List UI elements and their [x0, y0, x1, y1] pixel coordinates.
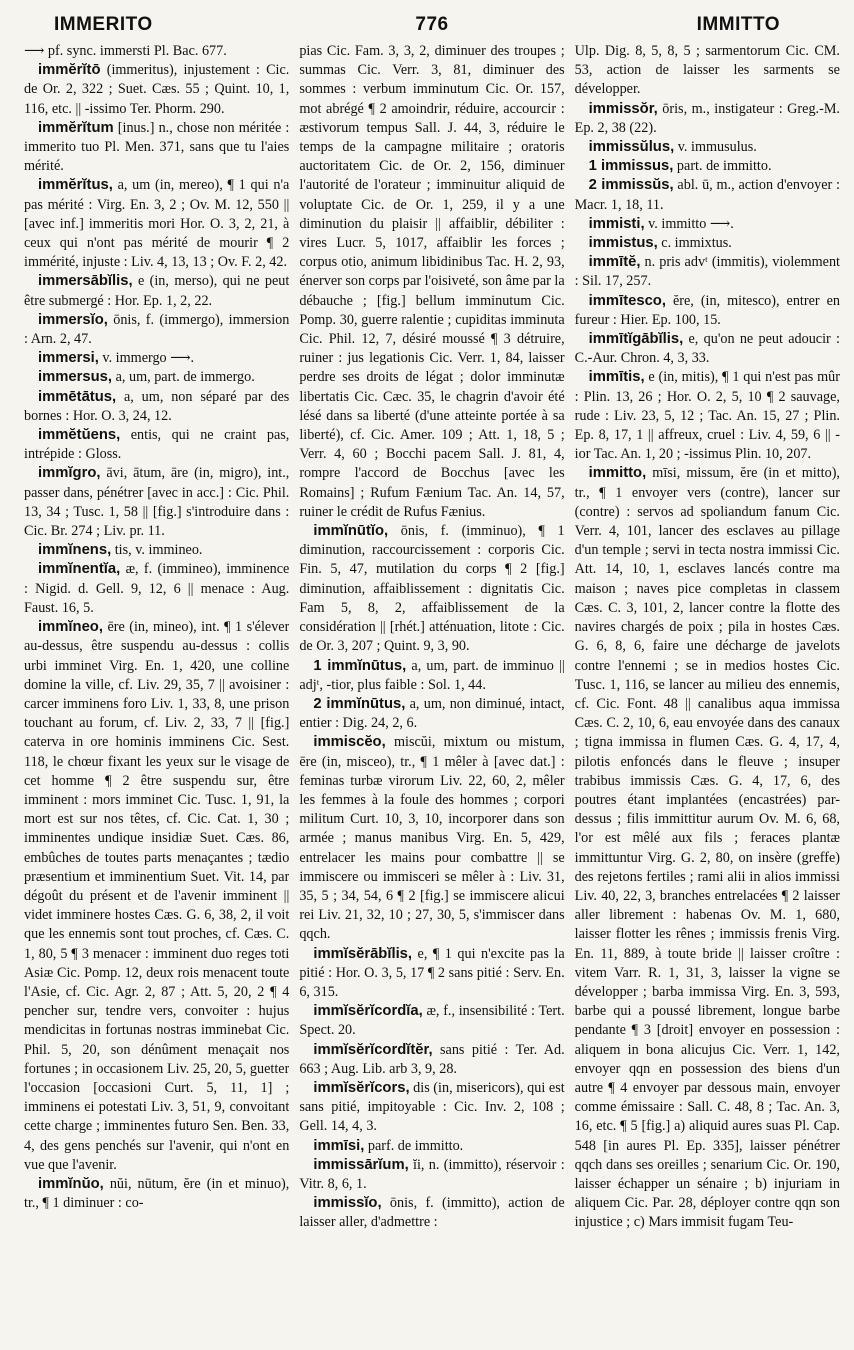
dictionary-entry — [575, 215, 840, 234]
dictionary-entry — [299, 1137, 564, 1156]
entry-definition: (immeritus), injustement : Cic. de Or. 2, 322 ; Suet. Cæs. 55 ; Quint. 10, 1, 116, etc. || -issimo Ter. Phorm. 290. — [24, 62, 290, 117]
dictionary-entry — [575, 464, 840, 1232]
entry-definition: nŭi, nūtum, ĕre (in et minuo), tr., ¶ 1 diminuer : co- — [24, 1175, 290, 1212]
entry-definition: æ, f., insensibilité : Tert. Spect. 20. — [299, 1003, 565, 1039]
entry-definition: a, um, non diminué, intact, entier : Dig. 24, 2, 6. — [299, 695, 565, 732]
entry-headword: immersus, — [38, 369, 113, 386]
entry-definition: parf. de immitto. — [367, 1137, 464, 1154]
column-1 — [24, 42, 289, 1342]
entry-headword: immītĕ, — [588, 254, 641, 271]
dictionary-entry — [24, 618, 289, 1175]
entry-definition: ōnis, f. (imminuo), ¶ 1 diminution, raccourcissement : corporis Cic. Fin. 5, 47, mutilation du corps ¶ 2 [fig.] diminution, affaiblissement : dignitatis Cic. Fam 5, 8, 2, affaiblissement de la considération || [rhét.] atténuation, litote : Cic. de Or. 3, 207 ; Quint. 9, 3, 90. — [299, 523, 565, 655]
entry-definition: a, um (in, mereo), ¶ 1 qui n'a pas mérité : Virg. En. 3, 2 ; Ov. M. 12, 550 || [avec inf.] immeritis mori Hor. O. 3, 2, 21, à ceux qui n'ont pas mérité de mourir ¶ 2 immérité, injuste : Liv. 4, 13, 13 ; Ov. F. 2, 42. — [24, 177, 290, 271]
dictionary-entry — [24, 272, 289, 310]
entry-definition: e (in, merso), qui ne peut être submergé : Hor. Ep. 1, 2, 22. — [24, 273, 290, 309]
entry-headword: immītesco, — [588, 292, 666, 309]
entry-headword: immissārĭum, — [313, 1156, 409, 1173]
entry-headword: immĕrĭtum — [38, 119, 114, 136]
entry-definition: ōris, m., instigateur : Greg.-M. Ep. 2, 38 (22). — [574, 100, 840, 136]
dictionary-entry — [575, 253, 840, 291]
entry-headword: immĭsĕrĭcordĭtĕr, — [313, 1041, 433, 1058]
dictionary-entry — [575, 42, 840, 100]
entry-definition: entis, qui ne craint pas, intrépide : Gloss. — [24, 427, 290, 463]
entry-headword: immĭnŭo, — [38, 1175, 104, 1192]
entry-definition: a, um, non séparé par des bornes : Hor. O. 3, 24, 12. — [24, 388, 290, 424]
page-header — [24, 8, 840, 42]
dictionary-entry — [299, 522, 564, 656]
entry-headword: immitto, — [588, 465, 647, 482]
dictionary-entry — [24, 176, 289, 272]
entry-definition: ōnis, f. (immergo), immersion : Arn. 2, 47. — [24, 311, 290, 348]
column-2 — [299, 42, 564, 1342]
entry-definition: tis, v. immineo. — [114, 542, 203, 559]
dictionary-entry — [24, 560, 289, 618]
dictionary-entry — [299, 695, 564, 733]
dictionary-entry — [24, 426, 289, 464]
dictionary-entry — [24, 61, 289, 119]
entry-definition: [inus.] n., chose non méritée : immerito tuo Pl. Men. 371, sans que tu l'aies mérité. — [24, 119, 290, 175]
dictionary-entry — [299, 945, 564, 1003]
dictionary-entry — [575, 234, 840, 253]
entry-definition: c. immixtus. — [661, 235, 732, 252]
dictionary-entry — [24, 541, 289, 560]
entry-definition: v. immergo ⟶. — [102, 350, 195, 367]
dictionary-entry — [24, 1175, 289, 1213]
entry-definition: a, um, part. de immergo. — [115, 369, 255, 386]
entry-headword: immissŭlus, — [588, 139, 675, 156]
dictionary-entry — [299, 657, 564, 695]
dictionary-entry — [299, 1041, 564, 1079]
entry-definition: n. pris advᵗ (immitis), violemment : Sil. 17, 257. — [574, 254, 840, 290]
entry-definition: ⟶ pf. sync. immersti Pl. Bac. 677. — [24, 43, 227, 59]
entry-headword: immĭsĕrĭcors, — [313, 1079, 410, 1096]
text-columns — [24, 42, 840, 1342]
dictionary-entry — [575, 368, 840, 464]
entry-definition: v. immusulus. — [677, 139, 757, 156]
entry-definition: ēre (in, mineo), int. ¶ 1 s'élever au-dessus, être suspendu au-dessus : collis urbi imminet Virg. En. 1, 420, une colline domine la ville, cf. Liv. 29, 35, 7 || avoisiner : carcer imminens foro Liv. 1, 33, 8, une prison touchant au forum, cf. Liv. 2, 33, 7 || [fig.] caterva in ore hominis imminens Cic. Sest. 118, le chœur fixant les yeux sur le visage de cet homme ¶ 2 être suspendu sur, être imminent : mors imminet Cic. Tusc. 1, 91, la mort est sur nos têtes, cf. Cic. Cat. 1, 30 ; imminentes undique insidiæ Suet. Cæs. 86, embûches de toutes parts menaçantes ; tædio præsentium et imminentium Suet. Vit. 14, par dégoût du présent et de l'avenir imminent || videt imminere hostes Cæs. G. 6, 38, 2, il voit que les ennemis sont tout proches, cf. Cæs. C. 1, 80, 5 ¶ 3 menacer : imminent duo reges toti Asiæ Cic. Pomp. 12, deux rois menacent toute l'Asie, cf. Cic. Agr. 2, 87 ; Att. 5, 20, 2 ¶ 4 pencher sur, tendre vers, convoiter : hujus mendicitas in fortunas nostras imminebat Cic. Phil. 5, 20, son dénûment menaçait nos fortunes ; in occasionem Liv. 25, 20, 5, guetter l'occasion [occasioni Curt. 5, 11, 1] ; imminens ei potestati Liv. 3, 51, 9, convoitant cette charge ; imminentes futuro Sen. Ben. 33, 4, des gens penchés sur l'avenir, qui n'ont en vue que l'avenir. — [24, 619, 290, 1173]
dictionary-entry — [575, 100, 840, 138]
entry-definition: pias Cic. Fam. 3, 3, 2, diminuer des troupes ; summas Cic. Verr. 3, 81, diminuer des sommes : verbum imminutum Cic. Or. 157, mot abrégé ¶ 2 amoindrir, réduire, accourcir : æstivorum tempus Sall. J. 44, 3, réduire le temps de la campagne militaire ; oratoris auctoritatem Cic. de Or. 2, 156, diminuer l'autorité de l'orateur ; imminuitur aliquid de voluptate Cic. de Or. 1, 259, il y a une diminution du plaisir || affaiblir, débiliter : vires Lucr. 5, 1017, affaiblir les forces ; corpus otio, animum libidinibus Tac. H. 2, 93, énerver son corps par l'oisiveté, son âme par la débauche ; [fig.] bellum imminutum Cic. Pomp. 30, guerre ralentie ; cupiditas imminuta Cic. Phil. 12, 7, désiré moussé ¶ 3 détruire, ruiner : jus legationis Cic. Verr. 1, 84, laisser perdre ses droits de légat ; dolor imminutæ libertatis Cic. Cæc. 35, le chagrin d'avoir été lésé dans sa liberté (d'une atteinte portée à sa liberté), cf. Cic. Amer. 109 ; Att. 1, 18, 5 ; Verr. 4, 60 ; Bocchi pacem Sall. J. 81, 4, rompre l'accord de Bocchus [avec les Romains] ; Rufum Fænium Tac. An. 14, 57, ruiner le crédit de Rufus Fænius. — [299, 43, 565, 520]
page-number: 776 — [415, 14, 449, 35]
entry-headword: immersi, — [38, 350, 99, 367]
dictionary-entry — [299, 1194, 564, 1232]
entry-headword: immĭsĕrĭcordĭa, — [313, 1003, 423, 1020]
entry-definition: dis (in, misericors), qui est sans pitié, impitoyable : Cic. Inv. 2, 108 ; Gell. 14, 4, 3. — [299, 1079, 565, 1135]
entry-headword: immĭnentĭa, — [38, 561, 121, 578]
entry-headword: immiscĕo, — [313, 734, 386, 751]
entry-definition: ĭi, n. (immitto), réservoir : Vitr. 8, 6, 1. — [299, 1156, 565, 1192]
entry-headword: 1 immissus, — [588, 158, 674, 175]
dictionary-entry — [24, 368, 289, 387]
entry-definition: ōnis, f. (immitto), action de laisser aller, d'admettre : — [299, 1195, 565, 1231]
entry-definition: mīsi, missum, ĕre (in et mitto), tr., ¶ 1 envoyer vers (contre), lancer sur (contre) : servos ad spoliandum fanum Cic. Verr. 4, 101, lancer des esclaves au pillage d'un temple ; servi in tecta nostra immissi Cic. Att. 14, 10, 1, esclaves lancés contre ma maison ; naves pice completas in classem Cæs. C. 3, 101, 2, lancer contre la flotte des navires chargés de poix ; pila in hostes Cæs. G. 6, 8, 6, faire une décharge de javelots contre l'ennemi ; se in medios hostes Cic. Tusc. 1, 116, se lancer au milieu des ennemis, cf. Cic. Font. 48 || canalibus aqua immissa Cæs. C. 2, 10, 6, eau envoyée dans des canaux ; tigna immissa in flumen Cæs. G. 4, 17, 4, pilotis enfoncés dans le fleuve ; insuper trabibus immissis Cæs. G. 4, 17, 6, des poutres étant implantées (encastrées) par-dessus ; filis immittitur aurum Ov. M. 6, 68, l'or est mêlé aux fils ; feraces plantæ immittuntur Virg. G. 2, 80, on insère (greffe) des rejetons fertiles ; rami alii in alios immissi Liv. 40, 22, 3, branches entrelacées ¶ 2 laisser aller librement : habenas Ov. M. 1, 680, laisser flotter les rênes ; immissis frenis Virg. En. 11, 889, à toute bride || laisser croître : vitem Varr. R. 1, 31, 3, laisser la vigne se développer ; barba immissa Virg. En. 3, 593, barbe qui a poussé librement, longue barbe pendante ¶ 3 [droit] envoyer en possession : aliquem in bona alicujus Cic. Verr. 1, 142, envoyer qqn en possession des biens d'un autre ¶ 4 envoyer par dessous main, envoyer comme émissaire : Sall. C. 48, 8 ; Tac. An. 3, 16, etc. ¶ 5 [fig.] a) aliquid aures suas Pl. Cap. 548 [in aures Pl. Ep. 335], laisser pénétrer qqch dans ses oreilles ; senarium Cic. Or. 190, laisser échapper un sénaire ; b) injuriam in aliquem Cic. Par. 28, déployer contre qqn son injustice ; c) Mars immisit fugam Teu- — [574, 465, 840, 1231]
entry-definition: āvi, ātum, āre (in, migro), int., passer dans, pénétrer [avec in acc.] : Cic. Phil. 13, 34 ; Tusc. 1, 58 || [fig.] s'introduire dans : Cic. Br. 274 ; Liv. pr. 11. — [24, 465, 290, 540]
entry-headword: immīsi, — [313, 1137, 365, 1154]
dictionary-entry — [24, 464, 289, 541]
dictionary-entry — [575, 138, 840, 157]
entry-headword: immĭsĕrābĭlis, — [313, 945, 413, 962]
entry-headword: immissŏr, — [588, 100, 658, 117]
dictionary-entry — [24, 349, 289, 368]
dictionary-entry — [24, 42, 289, 61]
entry-headword: 2 immissŭs, — [588, 177, 674, 194]
entry-headword: immĭgro, — [38, 465, 101, 482]
entry-headword: immĕrĭtō — [38, 62, 101, 79]
dictionary-entry — [299, 1079, 564, 1137]
entry-headword: 2 immĭnūtus, — [313, 695, 406, 712]
dictionary-entry — [24, 311, 289, 349]
entry-headword: immĭneo, — [38, 619, 103, 636]
entry-definition: ĕre, (in, mitesco), entrer en fureur : Hier. Ep. 100, 15. — [574, 292, 840, 328]
entry-headword: 1 immĭnūtus, — [313, 657, 407, 674]
entry-headword: immersĭo, — [38, 311, 108, 328]
entry-headword: immersābĭlis, — [38, 273, 133, 290]
entry-definition: a, um, part. de imminuo || adjᵗ, -tior, plus faible : Sol. 1, 44. — [299, 657, 565, 693]
dictionary-entry — [299, 733, 564, 944]
entry-definition: miscŭi, mixtum ou mistum, ēre (in, misceo), tr., ¶ 1 mêler à [avec dat.] : feminas turbæ virorum Liv. 22, 60, 2, mêler les femmes à la foule des hommes ; corpori militum Curt. 10, 3, 10, incorporer dans son armée ; manus manibus Virg. En. 5, 429, entrelacer les mains pour combattre || se immiscere ou immisceri se mêler à : Liv. 31, 35, 5 ; 34, 54, 6 ¶ 2 [fig.] se immiscere alicui rei Liv. 21, 32, 10 ; 27, 30, 5, s'immiscer dans qqch. — [299, 734, 565, 943]
entry-definition: sans pitié : Ter. Ad. 663 ; Aug. Lib. arb 3, 9, 28. — [299, 1041, 565, 1077]
entry-headword: immĭnūtĭo, — [313, 523, 389, 540]
running-head-right: IMMITTO — [696, 14, 780, 35]
entry-headword: immisti, — [588, 215, 645, 232]
entry-definition: e, ¶ 1 qui n'excite pas la pitié : Hor. O. 3, 5, 17 ¶ 2 sans pitié : Serv. En. 6, 315. — [299, 945, 565, 1000]
dictionary-entry — [24, 119, 289, 177]
entry-definition: part. de immitto. — [676, 158, 772, 175]
dictionary-entry — [575, 330, 840, 368]
entry-headword: immistus, — [588, 235, 658, 252]
dictionary-entry — [575, 176, 840, 214]
entry-definition: æ, f. (immineo), imminence : Nigid. d. Gell. 9, 12, 6 || menace : Aug. Faust. 16, 5. — [24, 561, 290, 616]
entry-definition: e, qu'on ne peut adoucir : C.-Aur. Chron. 4, 3, 33. — [574, 331, 840, 367]
running-head-left: IMMERITO — [54, 14, 153, 35]
dictionary-entry — [299, 1002, 564, 1040]
entry-headword: immĕtŭens, — [38, 427, 121, 444]
entry-headword: immītĭgābĭlis, — [588, 331, 684, 348]
dictionary-entry — [575, 157, 840, 176]
entry-definition: Ulp. Dig. 8, 5, 8, 5 ; sarmentorum Cic. CM. 53, action de laisser les sarments se développer. — [574, 43, 840, 98]
entry-definition: e (in, mitis), ¶ 1 qui n'est pas mûr : Plin. 13, 26 ; Hor. O. 2, 5, 10 ¶ 2 sauvage, rude : Liv. 23, 5, 12 ; Tac. An. 15, 27 ; Plin. Ep. 8, 17, 1 || affreux, cruel : Liv. 4, 59, 6 || -ior Tac. An. 1, 20 ; -issimus Plin. 10, 207. — [574, 369, 840, 463]
entry-headword: immītis, — [588, 369, 645, 386]
entry-definition: v. immitto ⟶. — [648, 215, 734, 232]
dictionary-entry — [299, 42, 564, 522]
entry-definition: abl. ū, m., action d'envoyer : Macr. 1, 18, 11. — [574, 177, 840, 213]
dictionary-entry — [24, 388, 289, 426]
dictionary-entry — [575, 292, 840, 330]
entry-headword: immētātus, — [38, 388, 117, 405]
entry-headword: immĕrĭtus, — [38, 177, 113, 194]
entry-headword: immĭnens, — [38, 542, 112, 559]
dictionary-entry — [299, 1156, 564, 1194]
entry-headword: immissĭo, — [313, 1195, 382, 1212]
column-3 — [575, 42, 840, 1342]
